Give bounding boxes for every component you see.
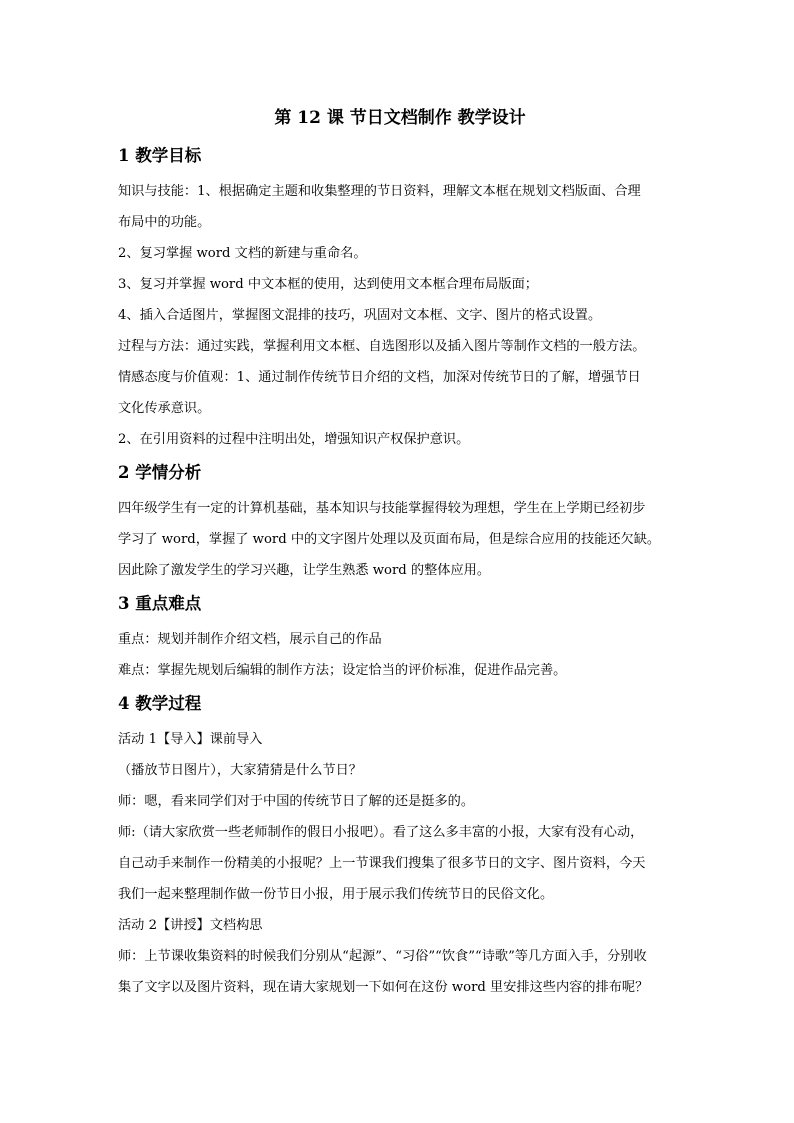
text-line: 活动 2【讲授】文档构思: [118, 918, 263, 933]
text-line: 师：嗯，看来同学们对于中国的传统节日了解的还是挺多的。: [118, 794, 475, 809]
text-line: 师:（请大家欣赏一些老师制作的假日小报吧）。看了这么多丰富的小报，大家有没有心动，: [118, 825, 644, 840]
text-line: 文化传承意识。: [118, 401, 211, 416]
text-line: 师：上节课收集资料的时候我们分别从“起源”、“习俗”“饮食”“诗歌”等几方面入手，分别收: [118, 949, 647, 964]
text-line: 2、在引用资料的过程中注明出处，增强知识产权保护意识。: [118, 432, 470, 447]
section-teaching-process: [118, 690, 676, 1003]
document-page: [118, 104, 676, 1003]
text-line: 布局中的功能。: [118, 215, 211, 230]
text-line: 2、复习掌握 word 文档的新建与重命名。: [118, 246, 367, 261]
section-body: [118, 493, 676, 586]
text-line: 四年级学生有一定的计算机基础，基本知识与技能掌握得较为理想，学生在上学期已经初步: [118, 501, 646, 516]
section-key-difficult-points: [118, 590, 676, 686]
text-line: 自己动手来制作一份精美的小报呢？上一节课我们搜集了很多节日的文字、图片资料，今天: [118, 856, 646, 871]
text-line: 知识与技能：1、根据确定主题和收集整理的节日资料，理解文本框在规划文档版面、合理: [118, 184, 641, 199]
section-heading: 2 学情分析: [118, 463, 202, 482]
section-heading: 3 重点难点: [118, 594, 202, 613]
text-line: 活动 1【导入】课前导入: [118, 732, 263, 747]
document-title: 第 12 课 节日文档制作 教学设计: [274, 108, 526, 128]
text-line: 重点：规划并制作介绍文档，展示自己的作品: [118, 632, 382, 647]
text-line: 学习了 word，掌握了 word 中的文字图片处理以及页面布局，但是综合应用的技能还欠缺。: [118, 532, 661, 547]
section-heading: 1 教学目标: [118, 146, 202, 165]
text-line: 情感态度与价值观：1、通过制作传统节日介绍的文档，加深对传统节日的了解，增强节日: [118, 370, 641, 385]
section-teaching-goals: [118, 142, 676, 455]
section-heading: 4 教学过程: [118, 694, 202, 713]
text-line: 我们一起来整理制作做一份节日小报，用于展示我们传统节日的民俗文化。: [118, 887, 554, 902]
text-line: 因此除了激发学生的学习兴趣，让学生熟悉 word 的整体应用。: [118, 563, 491, 578]
section-student-analysis: [118, 459, 676, 586]
text-line: 3、复习并掌握 word 中文本框的使用，达到使用文本框合理布局版面；: [118, 277, 538, 292]
text-line: （播放节日图片），大家猜猜是什么节日？: [118, 763, 362, 778]
text-line: 集了文字以及图片资料，现在请大家规划一下如何在这份 word 里安排这些内容的排布呢？: [118, 980, 649, 995]
section-body: [118, 624, 676, 686]
text-line: 4、插入合适图片，掌握图文混排的技巧，巩固对文本框、文字、图片的格式设置。: [118, 308, 602, 323]
section-body: [118, 176, 676, 455]
text-line: 过程与方法：通过实践，掌握利用文本框、自选图形以及插入图片等制作文档的一般方法。: [118, 339, 646, 354]
section-body: [118, 724, 676, 1003]
text-line: 难点：掌握先规划后编辑的制作方法；设定恰当的评价标准，促进作品完善。: [118, 663, 567, 678]
